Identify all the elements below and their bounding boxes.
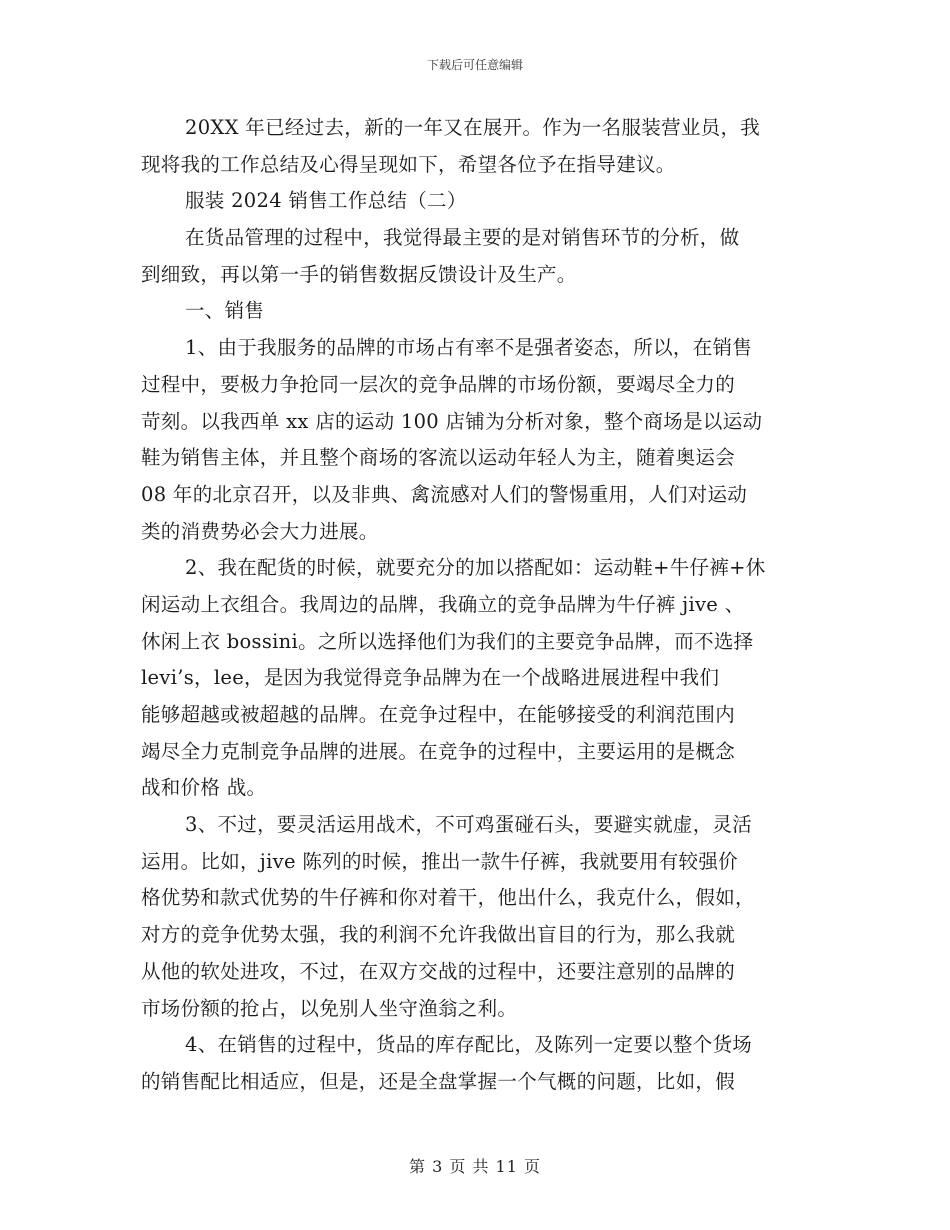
document-body: [141, 110, 809, 1101]
text-line: 在货品管理的过程中，我觉得最主要的是对销售环节的分析，做: [185, 226, 740, 250]
text-line: 鞋为销售主体，并且整个商场的客流以运动年轻人为主，随着奥运会: [141, 446, 736, 470]
section-heading: 一、销售: [185, 299, 265, 323]
text-line: 格优势和款式优势的牛仔裤和你对着干，他出什么，我克什么，假如，: [141, 886, 755, 910]
text-line: 竭尽全力克制竞争品牌的进展。在竞争的过程中，主要运用的是概念: [141, 739, 736, 763]
text-line: 过程中，要极力争抢同一层次的竞争品牌的市场份额，要竭尽全力的: [141, 372, 736, 396]
text-line: 休闲上衣 bossini。之所以选择他们为我们的主要竞争品牌，而不选择: [141, 629, 754, 653]
text-line: 到细致，再以第一手的销售数据反馈设计及生产。: [141, 262, 577, 286]
section-title: 服装 2024 销售工作总结（二）: [185, 189, 467, 213]
text-line: 战和价格 战。: [141, 776, 267, 800]
text-line: levi’s，lee，是因为我觉得竞争品牌为在一个战略进展进程中我们: [141, 666, 720, 690]
text-line: 能够超越或被超越的品牌。在竞争过程中，在能够接受的利润范围内: [141, 703, 736, 726]
text-line: 08 年的北京召开，以及非典、禽流感对人们的警惕重用，人们对运动: [141, 482, 748, 506]
text-line: 的销售配比相适应，但是，还是全盘掌握一个气概的问题，比如，假: [141, 1069, 736, 1093]
page-number: 第 3 页 共 11 页: [409, 1157, 541, 1176]
text-line: 市场份额的抢占，以免别人坐守渔翁之利。: [141, 996, 518, 1020]
text-line: 2、我在配货的时候，就要充分的加以搭配如：运动鞋+牛仔裤+休: [185, 556, 766, 580]
text-line: 3、不过，要灵活运用战术，不可鸡蛋碰石头，要避实就虚，灵活: [185, 813, 753, 837]
text-line: 20XX 年已经过去，新的一年又在展开。作为一名服装营业员，我: [185, 116, 761, 139]
text-line: 1、由于我服务的品牌的市场占有率不是强者姿态，所以，在销售: [185, 336, 753, 360]
text-line: 现将我的工作总结及心得呈现如下，希望各位予在指导建议。: [141, 152, 676, 176]
text-line: 类的消费势必会大力进展。: [141, 519, 379, 543]
text-line: 对方的竞争优势太强，我的利润不允许我做出盲目的行为，那么我就: [141, 923, 736, 947]
text-line: 闲运动上衣组合。我周边的品牌，我确立的竞争品牌为牛仔裤 jive 、: [141, 592, 745, 616]
text-line: 苛刻。以我西单 xx 店的运动 100 店铺为分析对象，整个商场是以运动: [141, 409, 763, 433]
text-line: 运用。比如，jive 陈列的时候，推出一款牛仔裤，我就要用有较强价: [141, 849, 738, 873]
page-header: 下载后可任意编辑: [426, 58, 523, 72]
text-line: 4、在销售的过程中，货品的库存配比，及陈列一定要以整个货场: [185, 1033, 753, 1057]
text-line: 从他的软处进攻，不过，在双方交战的过程中，还要注意别的品牌的: [141, 959, 736, 983]
